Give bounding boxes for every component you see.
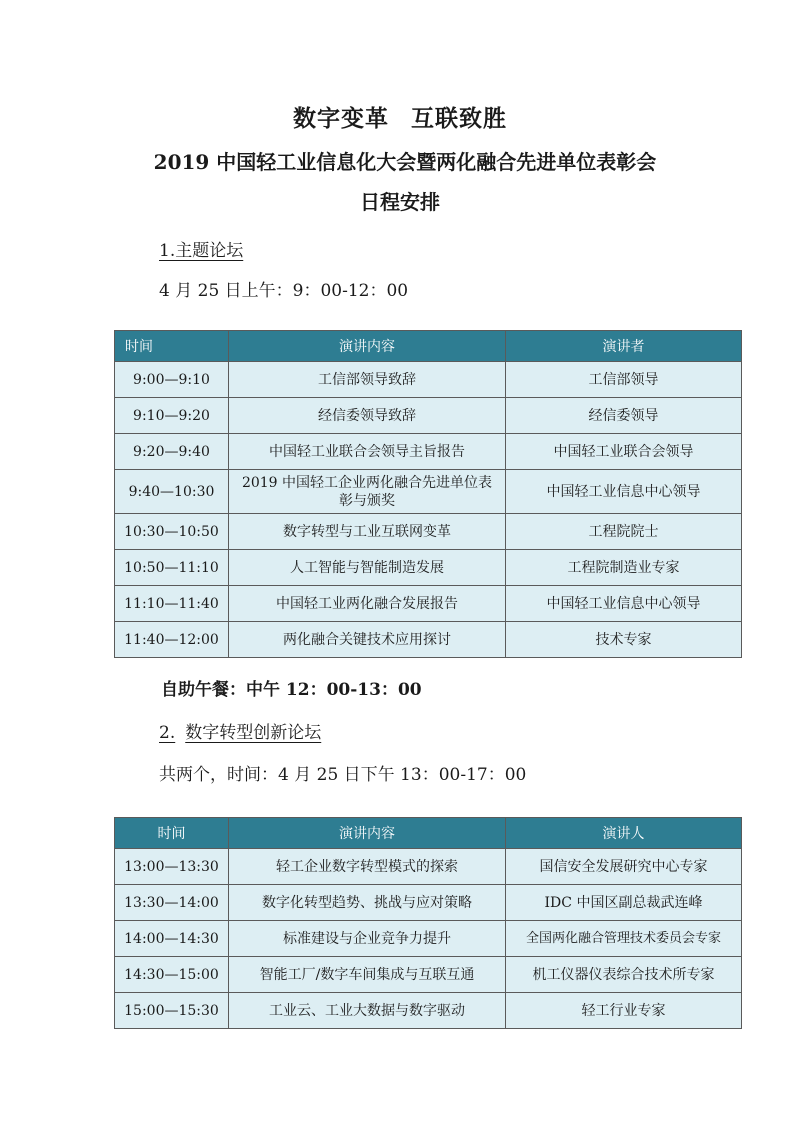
table-row: [115, 622, 742, 658]
cell-time: 10:30—10:50: [115, 514, 229, 550]
cell-speaker: 中国轻工业信息中心领导: [506, 470, 742, 514]
cell-content: 工业云、工业大数据与数字驱动: [229, 993, 506, 1029]
cell-content: 2019 中国轻工企业两化融合先进单位表彰与颁奖: [229, 470, 506, 514]
cell-content: 两化融合关键技术应用探讨: [229, 622, 506, 658]
section1-schedule-table: [114, 330, 742, 658]
cell-time: 11:10—11:40: [115, 586, 229, 622]
section2-heading: [159, 718, 321, 743]
table-row: [115, 550, 742, 586]
section2-schedule-table: [114, 817, 742, 1029]
table-row: [115, 434, 742, 470]
cell-content: 工信部领导致辞: [229, 362, 506, 398]
table-header-speaker: 演讲人: [506, 818, 742, 849]
lunch-break: 自助午餐：中午 12：00-13：00: [161, 680, 422, 700]
table-header-time: 时间: [115, 331, 229, 362]
cell-speaker: 工信部领导: [506, 362, 742, 398]
cell-speaker: 国信安全发展研究中心专家: [506, 849, 742, 885]
cell-time: 11:40—12:00: [115, 622, 229, 658]
cell-content: 数字转型与工业互联网变革: [229, 514, 506, 550]
cell-speaker: 中国轻工业联合会领导: [506, 434, 742, 470]
cell-content: 标准建设与企业竞争力提升: [229, 921, 506, 957]
table-header-speaker: 演讲者: [506, 331, 742, 362]
cell-time: 9:00—9:10: [115, 362, 229, 398]
cell-content: 中国轻工业联合会领导主旨报告: [229, 434, 506, 470]
cell-content: 智能工厂/数字车间集成与互联互通: [229, 957, 506, 993]
schedule-title: 日程安排: [360, 190, 440, 214]
cell-content: 数字化转型趋势、挑战与应对策略: [229, 885, 506, 921]
cell-speaker: IDC 中国区副总裁武连峰: [506, 885, 742, 921]
cell-speaker: 工程院制造业专家: [506, 550, 742, 586]
main-title-part2: 互联致胜: [411, 105, 507, 132]
cell-speaker: 机工仪器仪表综合技术所专家: [506, 957, 742, 993]
cell-time: 15:00—15:30: [115, 993, 229, 1029]
table-header-content: 演讲内容: [229, 331, 506, 362]
cell-time: 13:00—13:30: [115, 849, 229, 885]
table-row: [115, 885, 742, 921]
cell-speaker: 中国轻工业信息中心领导: [506, 586, 742, 622]
table-row: [115, 362, 742, 398]
table-row: [115, 514, 742, 550]
cell-speaker: 轻工行业专家: [506, 993, 742, 1029]
section2-time: 共两个，时间：4 月 25 日下午 13：00-17：00: [159, 765, 527, 785]
cell-speaker: 工程院院士: [506, 514, 742, 550]
cell-content: 经信委领导致辞: [229, 398, 506, 434]
conference-subtitle: 2019 中国轻工业信息化大会暨两化融合先进单位表彰会: [153, 150, 657, 174]
section1-heading-text: 1.主题论坛: [159, 241, 244, 261]
cell-speaker: 经信委领导: [506, 398, 742, 434]
cell-time: 9:20—9:40: [115, 434, 229, 470]
cell-time: 14:00—14:30: [115, 921, 229, 957]
main-title-part1: 数字变革: [293, 105, 389, 132]
cell-time: 14:30—15:00: [115, 957, 229, 993]
table-header-content: 演讲内容: [229, 818, 506, 849]
table-row: [115, 470, 742, 514]
table-row: [115, 921, 742, 957]
table-header-time: 时间: [115, 818, 229, 849]
cell-content: 人工智能与智能制造发展: [229, 550, 506, 586]
section2-heading-text: 数字转型创新论坛: [185, 723, 322, 743]
cell-time: 13:30—14:00: [115, 885, 229, 921]
table-row: [115, 957, 742, 993]
section1-time: 4 月 25 日上午：9：00-12：00: [159, 281, 409, 301]
table-row: [115, 849, 742, 885]
cell-time: 9:10—9:20: [115, 398, 229, 434]
main-title: [0, 100, 800, 133]
section1-heading: [159, 236, 253, 261]
cell-time: 10:50—11:10: [115, 550, 229, 586]
cell-speaker: 全国两化融合管理技术委员会专家: [506, 921, 742, 957]
cell-content: 中国轻工业两化融合发展报告: [229, 586, 506, 622]
table-row: [115, 586, 742, 622]
cell-time: 9:40—10:30: [115, 470, 229, 514]
section2-heading-number: 2.: [159, 723, 176, 743]
table-row: [115, 398, 742, 434]
table-row: [115, 993, 742, 1029]
cell-speaker: 技术专家: [506, 622, 742, 658]
cell-content: 轻工企业数字转型模式的探索: [229, 849, 506, 885]
